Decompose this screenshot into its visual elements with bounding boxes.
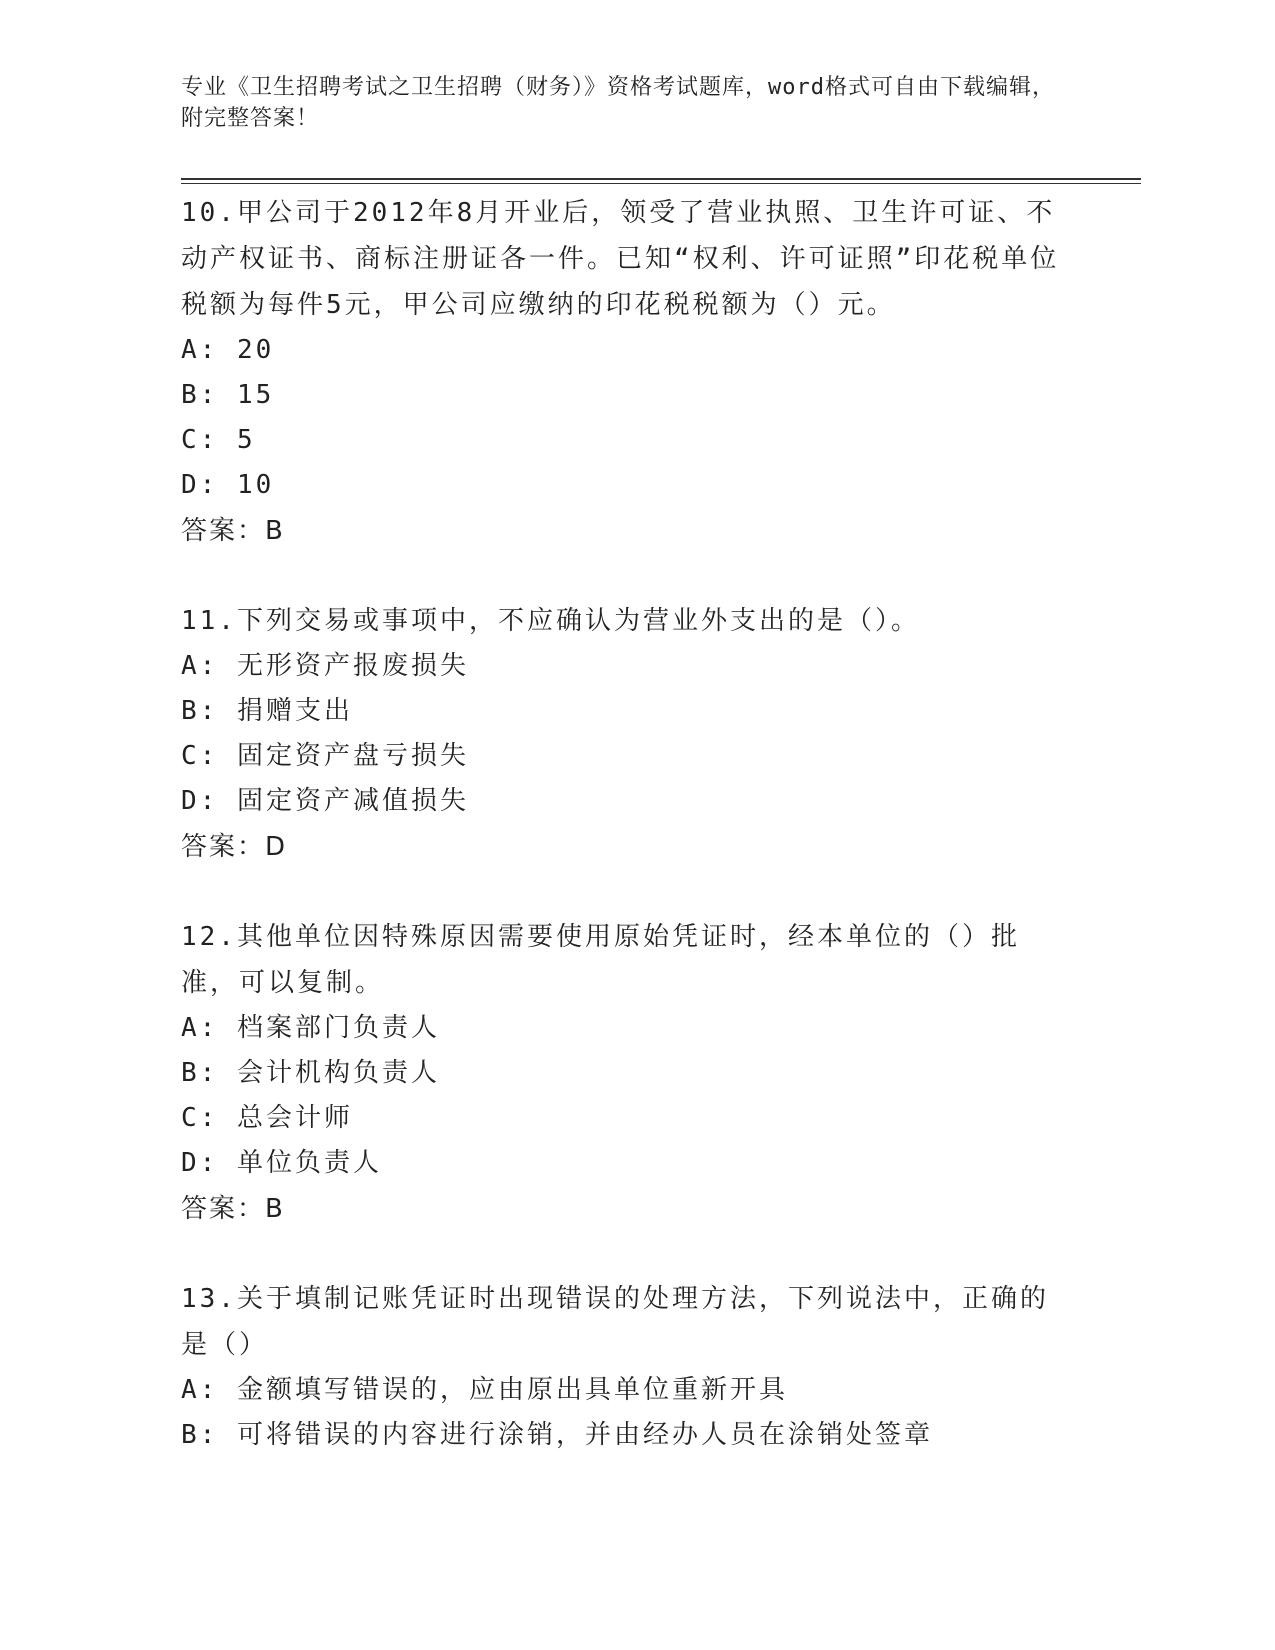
option-c: C: 固定资产盘亏损失	[181, 741, 469, 771]
option-b: B: 捐赠支出	[181, 696, 353, 726]
document-header: 专业《卫生招聘考试之卫生招聘（财务）》资格考试题库，word格式可自由下载编辑，附完整答案！	[181, 75, 1055, 131]
header-rule-thin	[181, 183, 1141, 184]
question-list	[181, 190, 1061, 1502]
option-a: A: 20	[181, 335, 275, 365]
option-b: B: 可将错误的内容进行涂销，并由经办人员在涂销处签章	[181, 1420, 933, 1450]
option-a: A: 档案部门负责人	[181, 1013, 440, 1043]
question-13	[181, 1276, 1061, 1458]
option-d: D: 单位负责人	[181, 1148, 382, 1178]
option-c: C: 5	[181, 425, 256, 455]
option-d: D: 10	[181, 470, 275, 500]
option-b: B: 15	[181, 380, 275, 410]
option-c: C: 总会计师	[181, 1103, 353, 1133]
question-text: 10.甲公司于2012年8月开业后，领受了营业执照、卫生许可证、不动产权证书、商标注册证各一件。已知“权利、许可证照”印花税单位税额为每件5元，甲公司应缴纳的印花税税额为（）元。	[181, 198, 1060, 320]
question-11	[181, 598, 1061, 870]
question-12	[181, 914, 1061, 1232]
question-10	[181, 190, 1061, 554]
question-text: 11.下列交易或事项中，不应确认为营业外支出的是（）。	[181, 606, 920, 636]
header-rule	[181, 178, 1141, 180]
option-b: B: 会计机构负责人	[181, 1058, 440, 1088]
question-text: 12.其他单位因特殊原因需要使用原始凭证时，经本单位的（）批准，可以复制。	[181, 922, 1020, 998]
question-text: 13.关于填制记账凭证时出现错误的处理方法，下列说法中，正确的是（）	[181, 1284, 1049, 1360]
option-d: D: 固定资产减值损失	[181, 786, 469, 816]
answer: 答案：B	[181, 516, 285, 546]
answer: 答案：D	[181, 832, 288, 862]
option-a: A: 无形资产报废损失	[181, 651, 469, 681]
option-a: A: 金额填写错误的，应由原出具单位重新开具	[181, 1375, 788, 1405]
answer: 答案：B	[181, 1194, 285, 1224]
